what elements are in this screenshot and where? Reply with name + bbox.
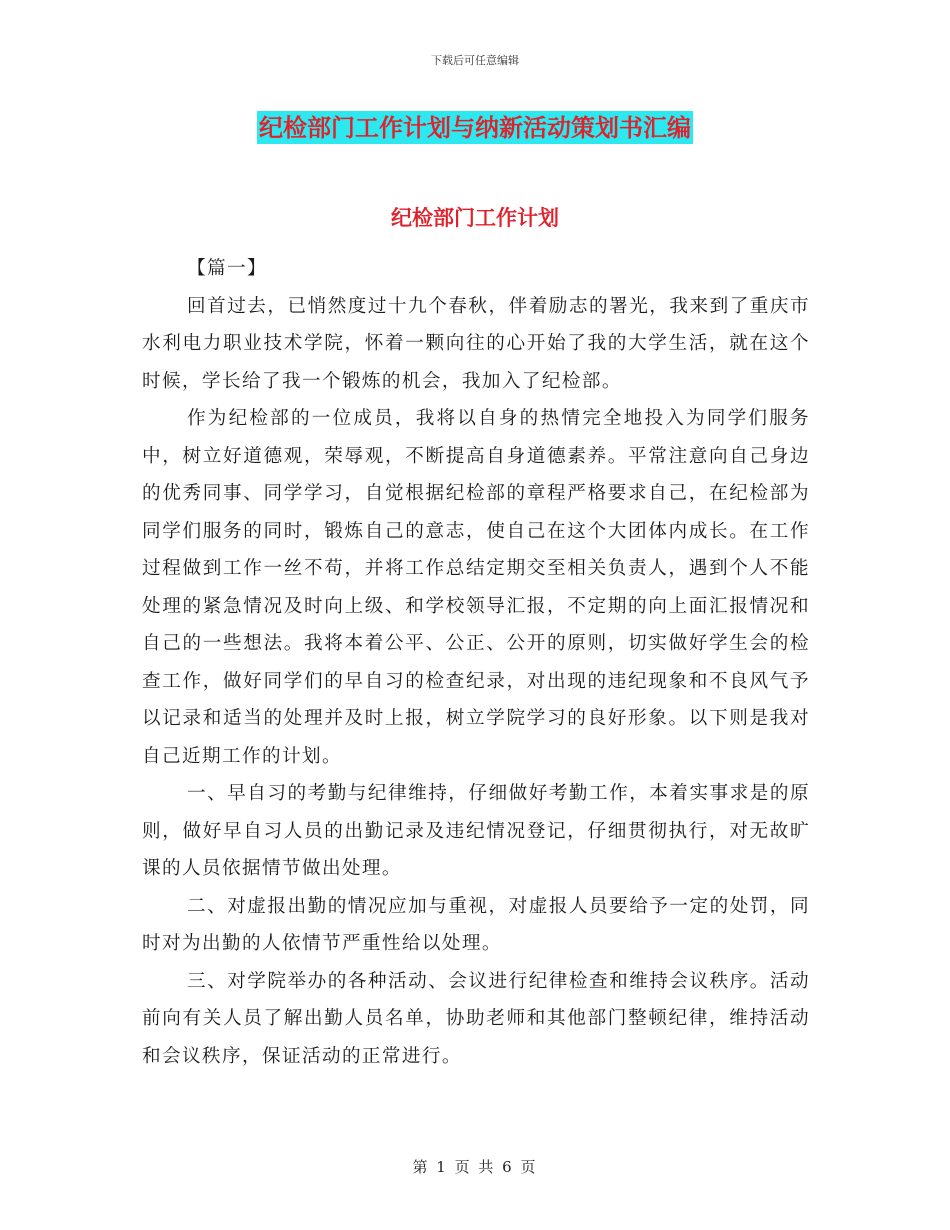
header-note: 下载后可任意编辑 <box>431 54 519 67</box>
part-label: 【篇一】 <box>187 258 267 279</box>
paragraph: 作为纪检部的一位成员，我将以自身的热情完全地投入为同学们服务中，树立好道德观，荣辱观，不断提高自身道德素养。平常注意向自己身边的优秀同事、同学学习，自觉根据纪检部的章程严格要求自己，在纪检部为同学们服务的同时，锻炼自己的意志，使自己在这个大团体内成长。在工作过程做到工作一丝不苟，并将工作总结定期交至相关负责人，遇到个人不能处理的紧急情况及时向上级、和学校领导汇报，不定期的向上面汇报情况和自己的一些想法。我将本着公平、公正、公开的原则，切实做好学生会的检查工作，做好同学们的早自习的检查纪录，对出现的违纪现象和不良风气予以记录和适当的处理并及时上报，树立学院学习的良好形象。以下则是我对自己近期工作的计划。 <box>142 408 810 767</box>
paragraph: 回首过去，已悄然度过十九个春秋，伴着励志的署光，我来到了重庆市水利电力职业技术学院，怀着一颗向往的心开始了我的大学生活，就在这个时候，学长给了我一个锻炼的机会，我加入了纪检部。 <box>142 295 810 392</box>
page-footer: 第 1 页 共 6 页 <box>412 1158 538 1176</box>
document-body <box>142 250 810 1075</box>
document-title-text: 纪检部门工作计划与纳新活动策划书汇编 <box>259 113 691 142</box>
document-title <box>0 108 950 143</box>
section-title: 纪检部门工作计划 <box>391 205 559 230</box>
paragraph: 一、早自习的考勤与纪律维持，仔细做好考勤工作，本着实事求是的原则，做好早自习人员的出勤记录及违纪情况登记，仔细贯彻执行，对无故旷课的人员依据情节做出处理。 <box>142 783 810 879</box>
paragraph: 三、对学院举办的各种活动、会议进行纪律检查和维持会议秩序。活动前向有关人员了解出勤人员名单，协助老师和其他部门整顿纪律，维持活动和会议秩序，保证活动的正常进行。 <box>142 970 810 1067</box>
paragraph: 二、对虚报出勤的情况应加与重视，对虚报人员要给予一定的处罚，同时对为出勤的人依情节严重性给以处理。 <box>142 895 810 954</box>
